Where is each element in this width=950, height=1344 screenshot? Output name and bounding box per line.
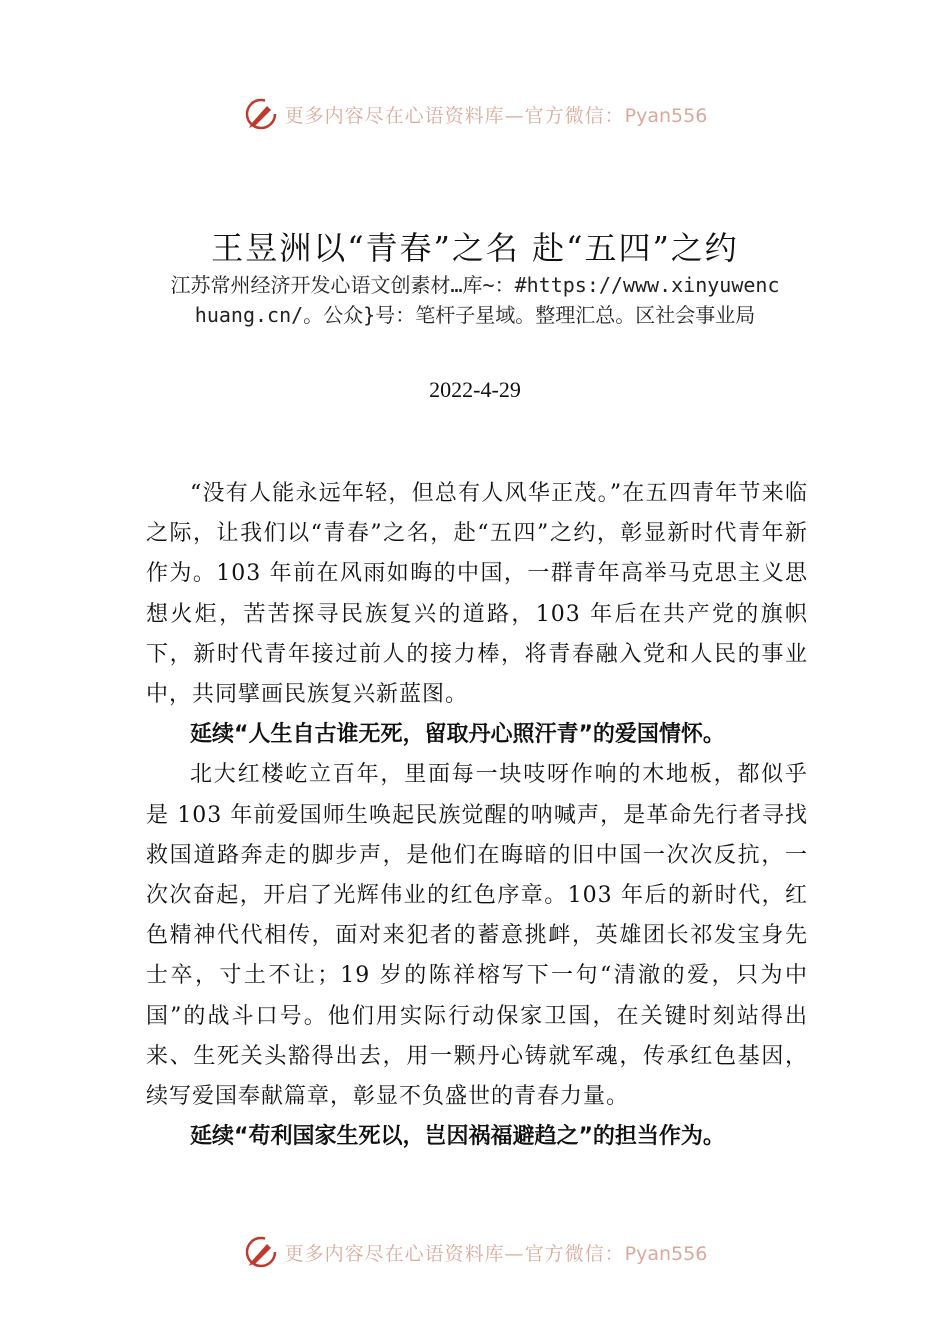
paragraph-intro: “没有人能永远年轻，但总有人风华正茂。”在五四青年节来临之际，让我们以“青春”之名，赴“五四”之约，彰显新时代青年新作为。103 年前在风雨如晦的中国，一群青年高举马克思主义思想火炬，苦苦探寻民族复兴的道路，103 年后在共产党的旗帜下，新时代青年接过前人的接力棒，将青春融入党和人民的事业中，共同擘画民族复兴新蓝图。 bbox=[146, 481, 808, 708]
document-date: 2022-4-29 bbox=[429, 377, 521, 402]
watermark-text: 更多内容尽在心语资料库—官方微信：Pyan556 bbox=[284, 104, 708, 127]
section-heading-responsibility: 延续“苟利国家生死以，岂因祸福避趋之”的担当作为。 bbox=[190, 1124, 725, 1150]
document-title: 王昱洲以“青春”之名 赴“五四”之约 bbox=[211, 229, 739, 268]
watermark-banner-top bbox=[0, 92, 950, 136]
pen-logo-icon bbox=[243, 1234, 279, 1270]
document-subtitle: 江苏常州经济开发心语文创素材…库~：#https://www.xinyuwenchuang.cn/。公众}号：笔杆子星域。整理汇总。区社会事业局 bbox=[170, 273, 780, 327]
section-heading-patriotism: 延续“人生自古谁无死，留取丹心照汗青”的爱国情怀。 bbox=[190, 722, 725, 748]
watermark-text: 更多内容尽在心语资料库—官方微信：Pyan556 bbox=[284, 1242, 708, 1265]
article-body bbox=[146, 474, 808, 1157]
pen-logo-icon bbox=[243, 96, 279, 132]
paragraph-patriotism: 北大红楼屹立百年，里面每一块吱呀作响的木地板，都似乎是 103 年前爱国师生唤起民族觉醒的呐喊声，是革命先行者寻找救国道路奔走的脚步声，是他们在晦暗的旧中国一次次反抗，一次次奋起，开启了光辉伟业的红色序章。103 年后的新时代，红色精神代代相传，面对来犯者的蓄意挑衅，英雄团长祁发宝身先士卒，寸土不让；19 岁的陈祥榕写下一句“清澈的爱，只为中国”的战斗口号。他们用实际行动保家卫国，在关键时刻站得出来、生死关头豁得出去，用一颗丹心铸就军魂，传承红色基因，续写爱国奉献篇章，彰显不负盛世的青春力量。 bbox=[146, 762, 808, 1110]
watermark-banner-bottom bbox=[0, 1230, 950, 1274]
